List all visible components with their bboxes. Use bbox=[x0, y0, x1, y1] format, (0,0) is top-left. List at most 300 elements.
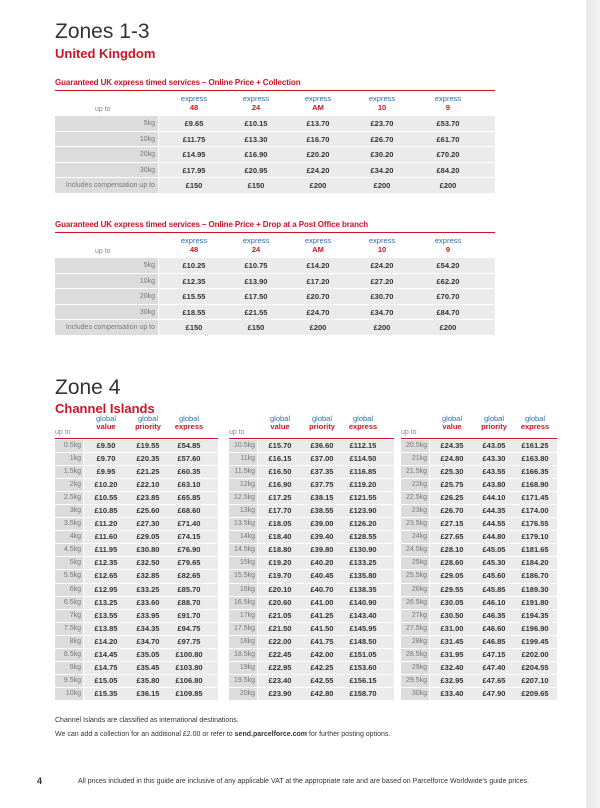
service-column-header bbox=[303, 415, 341, 431]
zone4-note-classification: Channel Islands are classified as international destinations. bbox=[55, 717, 239, 724]
row-cells bbox=[258, 675, 394, 687]
price-cell: £112.15 bbox=[349, 441, 377, 450]
price-cell: £41.50 bbox=[310, 623, 334, 633]
uk-table1-header bbox=[55, 94, 495, 116]
row-cells bbox=[258, 479, 394, 491]
price-cell: £179.10 bbox=[521, 532, 549, 542]
service-column-header bbox=[164, 94, 224, 112]
row-weight-label: 3kg bbox=[55, 505, 83, 517]
row-cells bbox=[258, 453, 394, 465]
zone4-subtitle: Channel Islands bbox=[55, 401, 155, 416]
price-cell: £31.00 bbox=[440, 623, 464, 633]
price-cell: £161.25 bbox=[521, 441, 549, 450]
price-cell: £176.55 bbox=[521, 519, 549, 529]
row-cells bbox=[159, 258, 495, 273]
price-cell: £37.75 bbox=[310, 480, 334, 490]
row-cells bbox=[258, 662, 394, 674]
uk-table2-title: Guaranteed UK express timed services – Online Price + Drop at a Post Office branch bbox=[55, 220, 369, 229]
price-cell: £12.35 bbox=[94, 558, 118, 568]
price-cell: £114.50 bbox=[349, 454, 377, 464]
row-cells bbox=[430, 675, 557, 687]
table-row bbox=[401, 688, 557, 701]
service-name: express bbox=[304, 236, 332, 245]
row-cells bbox=[430, 440, 557, 452]
up-to-label: up to bbox=[95, 106, 111, 113]
price-cell: £19.20 bbox=[268, 558, 292, 568]
price-cell: £40.20 bbox=[310, 558, 334, 568]
row-weight-label: 6kg bbox=[55, 584, 83, 596]
service-column-header bbox=[352, 236, 412, 254]
price-cell: £16.70 bbox=[306, 134, 330, 144]
row-cells bbox=[258, 440, 394, 452]
row-cells bbox=[159, 163, 495, 178]
table-row bbox=[55, 132, 495, 148]
service-name: global bbox=[352, 414, 374, 423]
row-cells bbox=[258, 688, 394, 700]
row-weight-label: 5kg bbox=[55, 258, 158, 273]
row-weight-label: 27kg bbox=[401, 610, 429, 622]
row-cells bbox=[430, 597, 557, 609]
table-row bbox=[401, 649, 557, 662]
price-cell: £27.15 bbox=[440, 519, 464, 529]
price-cell: £194.35 bbox=[521, 610, 549, 620]
table-row bbox=[55, 147, 495, 163]
price-cell: £40.70 bbox=[310, 584, 334, 594]
row-cells bbox=[258, 544, 394, 556]
table-row bbox=[401, 623, 557, 636]
zone4-title: Zone 4 bbox=[55, 376, 121, 399]
service-column-header bbox=[418, 94, 478, 112]
price-cell: £207.10 bbox=[521, 675, 549, 685]
service-name: express bbox=[434, 94, 462, 103]
row-cells bbox=[258, 492, 394, 504]
row-weight-label: 30kg bbox=[55, 163, 158, 178]
price-cell: £24.35 bbox=[440, 441, 464, 450]
row-weight-label: 15kg bbox=[229, 557, 257, 569]
up-to-label: up to bbox=[55, 429, 71, 436]
table-row bbox=[55, 116, 495, 132]
zone4-block-header bbox=[229, 415, 394, 439]
price-cell: £15.55 bbox=[182, 292, 206, 301]
row-weight-label: 13kg bbox=[229, 505, 257, 517]
row-weight-label: 22.5kg bbox=[401, 492, 429, 504]
price-cell: £43.30 bbox=[482, 454, 506, 464]
price-cell: £106.80 bbox=[175, 675, 203, 685]
row-weight-label: 10.5kg bbox=[229, 440, 257, 452]
row-weight-label: 23.5kg bbox=[401, 518, 429, 530]
price-cell: £26.25 bbox=[440, 493, 464, 503]
price-cell: £16.90 bbox=[244, 150, 268, 159]
price-cell: £22.10 bbox=[136, 480, 160, 490]
service-number: 48 bbox=[189, 103, 199, 112]
price-cell: £140.90 bbox=[349, 597, 377, 607]
price-cell: £41.00 bbox=[310, 597, 334, 607]
row-cells bbox=[430, 649, 557, 661]
price-cell: £37.00 bbox=[310, 454, 334, 464]
price-cell: £26.70 bbox=[370, 134, 394, 144]
row-weight-label: 10kg bbox=[55, 688, 83, 700]
table-row bbox=[55, 178, 495, 194]
zones13-subtitle: United Kingdom bbox=[55, 46, 156, 61]
price-cell: £57.60 bbox=[177, 454, 201, 464]
service-column-header bbox=[87, 415, 125, 431]
price-cell: £17.95 bbox=[182, 165, 206, 175]
row-cells bbox=[258, 570, 394, 582]
price-cell: £36.15 bbox=[136, 688, 160, 698]
table-row bbox=[229, 492, 394, 505]
service-name: express bbox=[242, 94, 270, 103]
price-cell: £44.80 bbox=[482, 532, 506, 542]
price-cell: £65.85 bbox=[177, 493, 201, 503]
price-cell: £45.30 bbox=[482, 558, 506, 568]
price-cell: £17.20 bbox=[306, 276, 330, 286]
price-cell: £150 bbox=[185, 323, 203, 332]
price-cell: £14.20 bbox=[94, 636, 118, 646]
price-cell: £25.60 bbox=[136, 506, 160, 516]
price-cell: £22.00 bbox=[268, 636, 292, 646]
table-row bbox=[55, 584, 218, 597]
price-cell: £11.75 bbox=[182, 134, 206, 144]
row-cells bbox=[159, 116, 495, 131]
row-weight-label: 1.5kg bbox=[55, 466, 83, 478]
price-cell: £16.15 bbox=[268, 454, 292, 464]
table-row bbox=[401, 479, 557, 492]
row-weight-label: 7.5kg bbox=[55, 623, 83, 635]
row-weight-label: 16kg bbox=[229, 584, 257, 596]
service-name: express bbox=[180, 236, 208, 245]
row-weight-label: 19.5kg bbox=[229, 675, 257, 687]
service-column-header bbox=[288, 94, 348, 112]
table-row bbox=[229, 570, 394, 583]
price-cell: £35.80 bbox=[136, 675, 160, 685]
price-cell: £100.80 bbox=[175, 649, 203, 659]
price-cell: £200 bbox=[309, 181, 327, 190]
table-row bbox=[55, 597, 218, 610]
service-name: global bbox=[483, 414, 505, 423]
uk-table1-title: Guaranteed UK express timed services – Online Price + Collection bbox=[55, 78, 301, 87]
row-cells bbox=[430, 623, 557, 635]
price-cell: £184.20 bbox=[521, 558, 549, 568]
row-weight-label: 17kg bbox=[229, 610, 257, 622]
price-cell: £196.90 bbox=[521, 623, 549, 633]
service-column-header bbox=[516, 415, 554, 431]
row-weight-label: 4.5kg bbox=[55, 544, 83, 556]
price-cell: £43.80 bbox=[482, 480, 506, 490]
price-cell: £88.70 bbox=[177, 597, 201, 607]
price-cell: £18.40 bbox=[268, 532, 292, 542]
row-cells bbox=[84, 584, 218, 596]
row-weight-label: 3.5kg bbox=[55, 518, 83, 530]
price-cell: £23.40 bbox=[268, 675, 292, 685]
zone4-block-header bbox=[55, 415, 218, 439]
row-weight-label: 30kg bbox=[55, 305, 158, 320]
row-weight-label: 25.5kg bbox=[401, 570, 429, 582]
table-row bbox=[401, 584, 557, 597]
price-cell: £128.55 bbox=[349, 532, 377, 542]
table-row bbox=[229, 531, 394, 544]
service-column-header bbox=[418, 236, 478, 254]
price-cell: £36.60 bbox=[310, 441, 334, 450]
table-row bbox=[55, 688, 218, 701]
price-cell: £200 bbox=[373, 181, 391, 190]
row-weight-label: 14.5kg bbox=[229, 544, 257, 556]
price-cell: £23.90 bbox=[268, 688, 292, 698]
price-cell: £31.45 bbox=[440, 636, 464, 646]
price-cell: £17.70 bbox=[268, 506, 292, 516]
row-cells bbox=[258, 518, 394, 530]
price-cell: £163.80 bbox=[521, 454, 549, 464]
price-cell: £74.15 bbox=[177, 532, 201, 542]
price-cell: £199.45 bbox=[521, 636, 549, 646]
row-weight-label: 15.5kg bbox=[229, 570, 257, 582]
price-cell: £17.25 bbox=[268, 493, 292, 503]
table-row bbox=[55, 466, 218, 479]
row-weight-label: 22kg bbox=[401, 479, 429, 491]
price-cell: £14.20 bbox=[306, 261, 330, 270]
price-cell: £29.05 bbox=[136, 532, 160, 542]
price-cell: £12.65 bbox=[94, 571, 118, 581]
table-row bbox=[401, 544, 557, 557]
price-cell: £62.20 bbox=[436, 276, 460, 286]
table-row bbox=[55, 570, 218, 583]
price-cell: £45.05 bbox=[482, 545, 506, 555]
row-weight-label: Includes compensation up to bbox=[55, 320, 158, 335]
price-cell: £24.20 bbox=[370, 261, 394, 270]
row-weight-label: 13.5kg bbox=[229, 518, 257, 530]
price-cell: £35.05 bbox=[136, 649, 160, 659]
table-row bbox=[229, 544, 394, 557]
row-cells bbox=[84, 649, 218, 661]
row-cells bbox=[159, 132, 495, 147]
row-weight-label: 20kg bbox=[55, 147, 158, 162]
table-row bbox=[229, 662, 394, 675]
price-cell: £27.30 bbox=[136, 519, 160, 529]
uk-table1-rule bbox=[55, 90, 495, 91]
row-weight-label: 28kg bbox=[401, 636, 429, 648]
table-row bbox=[229, 675, 394, 688]
price-cell: £24.70 bbox=[306, 307, 330, 317]
service-column-header bbox=[226, 94, 286, 112]
price-cell: £13.90 bbox=[244, 276, 268, 286]
row-weight-label: 2kg bbox=[55, 479, 83, 491]
price-cell: £42.00 bbox=[310, 649, 334, 659]
row-cells bbox=[84, 675, 218, 687]
row-cells bbox=[430, 466, 557, 478]
price-cell: £153.60 bbox=[349, 662, 377, 672]
price-cell: £14.45 bbox=[94, 649, 118, 659]
table-row bbox=[55, 531, 218, 544]
service-level: priority bbox=[135, 422, 161, 431]
price-cell: £10.55 bbox=[94, 493, 118, 503]
table-row bbox=[229, 466, 394, 479]
service-number: 10 bbox=[377, 103, 387, 112]
price-cell: £34.70 bbox=[136, 636, 160, 646]
row-weight-label: 11.5kg bbox=[229, 466, 257, 478]
price-cell: £70.70 bbox=[436, 292, 460, 301]
row-weight-label: Includes compensation up to bbox=[55, 178, 158, 193]
price-cell: £46.35 bbox=[482, 610, 506, 620]
price-cell: £12.95 bbox=[94, 584, 118, 594]
price-cell: £25.30 bbox=[440, 467, 464, 477]
price-cell: £63.10 bbox=[177, 480, 201, 490]
row-cells bbox=[430, 479, 557, 491]
row-weight-label: 28.5kg bbox=[401, 649, 429, 661]
price-cell: £27.65 bbox=[440, 532, 464, 542]
row-cells bbox=[84, 570, 218, 582]
up-to-label: up to bbox=[401, 429, 417, 436]
up-to-label: up to bbox=[95, 248, 111, 255]
price-cell: £126.20 bbox=[349, 519, 377, 529]
price-cell: £44.10 bbox=[482, 493, 506, 503]
row-cells bbox=[258, 649, 394, 661]
table-row bbox=[401, 440, 557, 453]
price-cell: £53.70 bbox=[436, 119, 460, 128]
row-cells bbox=[430, 688, 557, 700]
table-row bbox=[229, 479, 394, 492]
row-weight-label: 1kg bbox=[55, 453, 83, 465]
price-cell: £42.55 bbox=[310, 675, 334, 685]
service-column-header bbox=[261, 415, 299, 431]
row-cells bbox=[430, 492, 557, 504]
price-cell: £41.25 bbox=[310, 610, 334, 620]
table-row bbox=[229, 649, 394, 662]
price-cell: £191.80 bbox=[521, 597, 549, 607]
table-row bbox=[229, 440, 394, 453]
row-weight-label: 8.5kg bbox=[55, 649, 83, 661]
price-cell: £150 bbox=[185, 181, 203, 190]
service-number: 48 bbox=[189, 245, 199, 254]
price-cell: £76.90 bbox=[177, 545, 201, 555]
price-cell: £119.20 bbox=[349, 480, 377, 490]
price-cell: £23.70 bbox=[370, 119, 394, 128]
row-weight-label: 30kg bbox=[401, 688, 429, 700]
zone4-block-header bbox=[401, 415, 557, 439]
service-name: global bbox=[178, 414, 200, 423]
price-cell: £10.25 bbox=[182, 261, 206, 270]
row-weight-label: 5kg bbox=[55, 116, 158, 131]
table-row bbox=[55, 505, 218, 518]
row-weight-label: 27.5kg bbox=[401, 623, 429, 635]
price-cell: £34.35 bbox=[136, 623, 160, 633]
price-cell: £34.70 bbox=[370, 307, 394, 317]
price-cell: £45.60 bbox=[482, 571, 506, 581]
row-weight-label: 18.5kg bbox=[229, 649, 257, 661]
price-cell: £150 bbox=[247, 323, 265, 332]
row-cells bbox=[430, 662, 557, 674]
price-cell: £20.95 bbox=[244, 165, 268, 175]
price-cell: £130.90 bbox=[349, 545, 377, 555]
price-cell: £39.00 bbox=[310, 519, 334, 529]
row-cells bbox=[84, 518, 218, 530]
row-cells bbox=[258, 597, 394, 609]
table-row bbox=[401, 492, 557, 505]
table-row bbox=[401, 570, 557, 583]
price-cell: £156.15 bbox=[349, 675, 377, 685]
row-cells bbox=[258, 636, 394, 648]
price-cell: £11.20 bbox=[94, 519, 118, 529]
row-weight-label: 12kg bbox=[229, 479, 257, 491]
price-cell: £47.65 bbox=[482, 675, 506, 685]
row-weight-label: 4kg bbox=[55, 531, 83, 543]
row-cells bbox=[258, 584, 394, 596]
zone4-block-body bbox=[229, 440, 394, 701]
price-cell: £43.55 bbox=[482, 467, 506, 477]
price-cell: £38.55 bbox=[310, 506, 334, 516]
row-weight-label: 7kg bbox=[55, 610, 83, 622]
service-name: express bbox=[180, 94, 208, 103]
row-cells bbox=[159, 289, 495, 304]
parcelforce-link[interactable]: send.parcelforce.com bbox=[234, 731, 308, 738]
row-weight-label: 20kg bbox=[229, 688, 257, 700]
table-row bbox=[55, 258, 495, 274]
price-cell: £17.50 bbox=[244, 292, 268, 301]
row-cells bbox=[430, 453, 557, 465]
price-cell: £30.80 bbox=[136, 545, 160, 555]
price-cell: £21.25 bbox=[136, 467, 160, 477]
price-cell: £9.50 bbox=[96, 441, 116, 450]
price-cell: £38.15 bbox=[310, 493, 334, 503]
row-weight-label: 2.5kg bbox=[55, 492, 83, 504]
row-weight-label: 18kg bbox=[229, 636, 257, 648]
price-cell: £30.20 bbox=[370, 150, 394, 159]
table-row bbox=[401, 597, 557, 610]
price-cell: £186.70 bbox=[521, 571, 549, 581]
table-row bbox=[55, 440, 218, 453]
price-cell: £200 bbox=[373, 323, 391, 332]
row-weight-label: 10kg bbox=[55, 274, 158, 289]
row-weight-label: 20kg bbox=[55, 289, 158, 304]
row-weight-label: 9.5kg bbox=[55, 675, 83, 687]
uk-table2-header bbox=[55, 236, 495, 258]
price-cell: £30.70 bbox=[370, 292, 394, 301]
price-cell: £11.95 bbox=[94, 545, 118, 555]
price-cell: £103.80 bbox=[175, 662, 203, 672]
price-cell: £20.35 bbox=[136, 454, 160, 464]
zone4-note-collection bbox=[55, 731, 390, 738]
price-cell: £10.15 bbox=[244, 119, 268, 128]
price-cell: £116.85 bbox=[349, 467, 377, 477]
price-cell: £37.35 bbox=[310, 467, 334, 477]
row-weight-label: 24.5kg bbox=[401, 544, 429, 556]
row-weight-label: 8kg bbox=[55, 636, 83, 648]
note-text: We can add a collection for an additional £2.00 or refer to bbox=[55, 731, 235, 738]
price-cell: £13.30 bbox=[244, 134, 268, 144]
price-cell: £158.70 bbox=[349, 688, 377, 698]
price-cell: £39.40 bbox=[310, 532, 334, 542]
price-cell: £166.35 bbox=[521, 467, 549, 477]
row-cells bbox=[84, 662, 218, 674]
row-weight-label: 23kg bbox=[401, 505, 429, 517]
price-cell: £94.75 bbox=[177, 623, 201, 633]
price-cell: £13.70 bbox=[306, 119, 330, 128]
table-row bbox=[401, 453, 557, 466]
price-cell: £33.60 bbox=[136, 597, 160, 607]
service-name: global bbox=[441, 414, 463, 423]
row-cells bbox=[84, 479, 218, 491]
table-row bbox=[401, 610, 557, 623]
uk-table1-body bbox=[55, 116, 495, 194]
price-cell: £54.20 bbox=[436, 261, 460, 270]
service-level: express bbox=[520, 422, 550, 431]
row-weight-label: 5.5kg bbox=[55, 570, 83, 582]
price-cell: £28.60 bbox=[440, 558, 464, 568]
table-row bbox=[229, 584, 394, 597]
row-weight-label: 10kg bbox=[55, 132, 158, 147]
price-cell: £21.55 bbox=[244, 307, 268, 317]
table-row bbox=[401, 675, 557, 688]
price-cell: £42.80 bbox=[310, 688, 334, 698]
price-cell: £33.25 bbox=[136, 584, 160, 594]
